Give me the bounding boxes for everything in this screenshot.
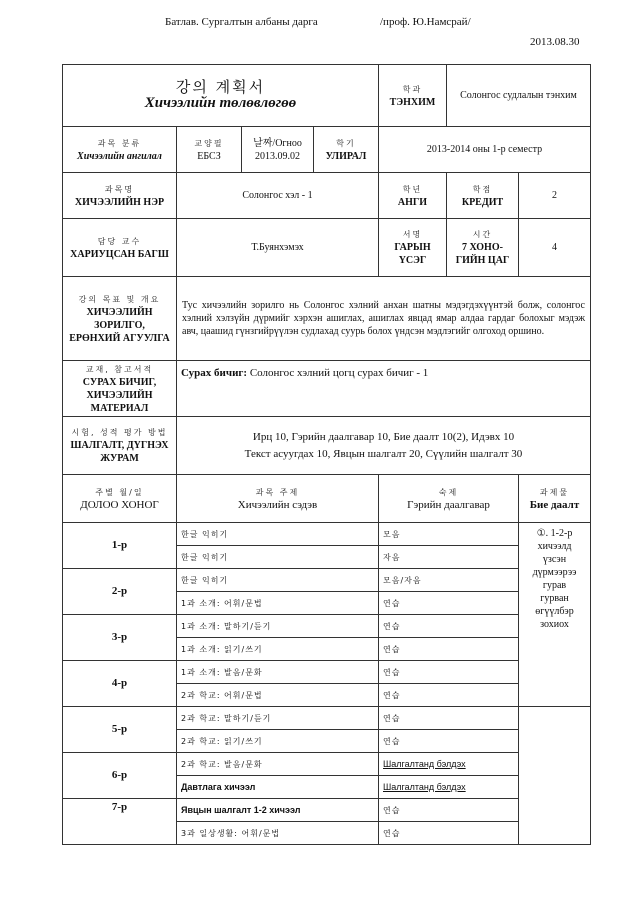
homework-cell: 연습 [379,592,519,615]
week-label: 5-р [63,707,177,753]
topic-cell: 1과 소개: 발음/문화 [177,661,379,684]
topic-cell: 1과 소개: 말하기/듣기 [177,615,379,638]
classification-row [63,127,591,173]
dept-value: Солонгос судлалын тэнхим [447,65,591,127]
col-week-header: 주별 월/일 ДОЛОО ХОНОГ [63,475,177,523]
teacher-row [63,219,591,277]
hours-value: 4 [519,219,591,277]
evaluation-line-1: Ирц 10, Гэрийн даалгавар 10, Бие даалт 10(2), Идэвх 10 [252,430,515,443]
teacher-value: Т.Буянхэмэх [177,219,379,277]
homework-cell: 자음 [379,546,519,569]
approval-date: 2013.08.30 [530,36,580,48]
plan-title-cell [63,65,379,127]
course-label: 과목명 ХИЧЭЭЛИЙН НЭР [63,173,177,219]
week-label: 7-р [63,799,177,845]
col-topic-header: 과목 주제 Хичээлийн сэдэв [177,475,379,523]
week-label: 6-р [63,753,177,799]
table-row [63,661,591,684]
textbook-label: 교재, 참고서적 СУРАХ БИЧИГ, ХИЧЭЭЛИЙН МАТЕРИАЛ [63,361,177,417]
topic-cell: 한글 익히기 [177,546,379,569]
table-row [63,707,591,730]
independent-work-empty [519,707,591,845]
course-plan-table [62,64,591,845]
textbook-value [177,361,591,417]
schedule-header-row [63,475,591,523]
semester-value: 2013-2014 оны 1-р семестр [379,127,591,173]
homework-cell: 연습 [379,615,519,638]
credit-value: 2 [519,173,591,219]
textbook-title: Солонгос хэлний цогц сурах бичиг - 1 [249,367,429,379]
approval-line: Батлав. Сургалтын албаны дарга [165,16,318,28]
week-label: 2-р [63,569,177,615]
course-row [63,173,591,219]
evaluation-value [177,417,591,475]
homework-cell: Шалгалтанд бэлдэх [379,776,519,799]
homework-cell: 연습 [379,638,519,661]
topic-cell: Явцын шалгалт 1-2 хичээл [177,799,379,822]
table-row [63,523,591,546]
topic-cell: 2과 학교: 어휘/문법 [177,684,379,707]
col-homework-header: 숙제 Гэрийн даалгавар [379,475,519,523]
title-row [63,65,591,127]
homework-cell: Шалгалтанд бэлдэх [379,753,519,776]
topic-cell: Давтлага хичээл [177,776,379,799]
hours-label: 시간 7 ХОНО- ГИЙН ЦАГ [447,219,519,277]
goal-row [63,277,591,361]
topic-cell: 1과 소개: 읽기/쓰기 [177,638,379,661]
week-label: 4-р [63,661,177,707]
table-row [63,615,591,638]
credit-label: 학점 КРЕДИТ [447,173,519,219]
semester-label: 학기 УЛИРАЛ [314,127,379,173]
independent-work-cell: ①. 1-2-р хичээлд үзсэн дүрмээрээ гурав гурван өгүүлбэр зохиох [519,523,591,707]
class-value: 교양필 ЕБСЗ [177,127,242,173]
goal-text: Тус хичээлийн зорилго нь Солонгос хэлний анхан шатны мэдэгдэхүүнтэй болж, солонгос хэлний хэлзүйн дүрмийг хэрхэн ашиглах, ашиглах явцад ямар алдаа гардаг болохыг мэдэж авч, цаашид гүнзгийрүүлэн судлахад суурь болох үндсэн мэдлэгийг олгоход оршино. [177,277,591,361]
goal-label: 강의 목표 및 개요 ХИЧЭЭЛИЙН ЗОРИЛГО, ЕРӨНХИЙ АГУУЛГА [63,277,177,361]
homework-cell: 연습 [379,799,519,822]
evaluation-label: 시험, 성적 평가 방법 ШАЛГАЛТ, ДҮГНЭХ ЖУРАМ [63,417,177,475]
homework-cell: 연습 [379,661,519,684]
grade-label: 학년 АНГИ [379,173,447,219]
topic-cell: 한글 익히기 [177,569,379,592]
topic-cell: 한글 익히기 [177,523,379,546]
table-row [63,753,591,776]
date-cell: 날짜/Огноо 2013.09.02 [242,127,314,173]
textbook-row [63,361,591,417]
col-independent-header: 과제물 Бие даалт [519,475,591,523]
evaluation-line-2: Текст асуугдах 10, Явцын шалгалт 20, Сүүлийн шалгалт 30 [244,447,523,460]
topic-cell: 1과 소개: 어휘/문법 [177,592,379,615]
topic-cell: 2과 학교: 읽기/쓰기 [177,730,379,753]
homework-cell: 모음/자음 [379,569,519,592]
textbook-prefix: Сурах бичиг: [181,367,248,379]
topic-cell: 2과 학교: 말하기/듣기 [177,707,379,730]
homework-cell: 연습 [379,730,519,753]
homework-cell: 연습 [379,684,519,707]
topic-cell: 3과 일상생활: 어휘/문법 [177,822,379,845]
dept-label: 학과 ТЭНХИМ [379,65,447,127]
course-value: Солонгос хэл - 1 [177,173,379,219]
table-row [63,569,591,592]
plan-title-kr: 강의 계획서 [175,78,266,96]
homework-cell: 모음 [379,523,519,546]
approval-signer: /проф. Ю.Намсрай/ [380,16,471,28]
homework-cell: 연습 [379,822,519,845]
plan-title-mn: Хичээлийн төлөвлөгөө [144,95,297,111]
week-label: 1-р [63,523,177,569]
table-row [63,799,591,822]
class-label: 과목 분류 Хичээлийн ангилал [63,127,177,173]
homework-cell: 연습 [379,707,519,730]
week-label: 3-р [63,615,177,661]
teacher-label: 담당 교수 ХАРИУЦСАН БАГШ [63,219,177,277]
topic-cell: 2과 학교: 발음/문화 [177,753,379,776]
signature-label: 서명 ГАРЫН ҮСЭГ [379,219,447,277]
evaluation-row [63,417,591,475]
